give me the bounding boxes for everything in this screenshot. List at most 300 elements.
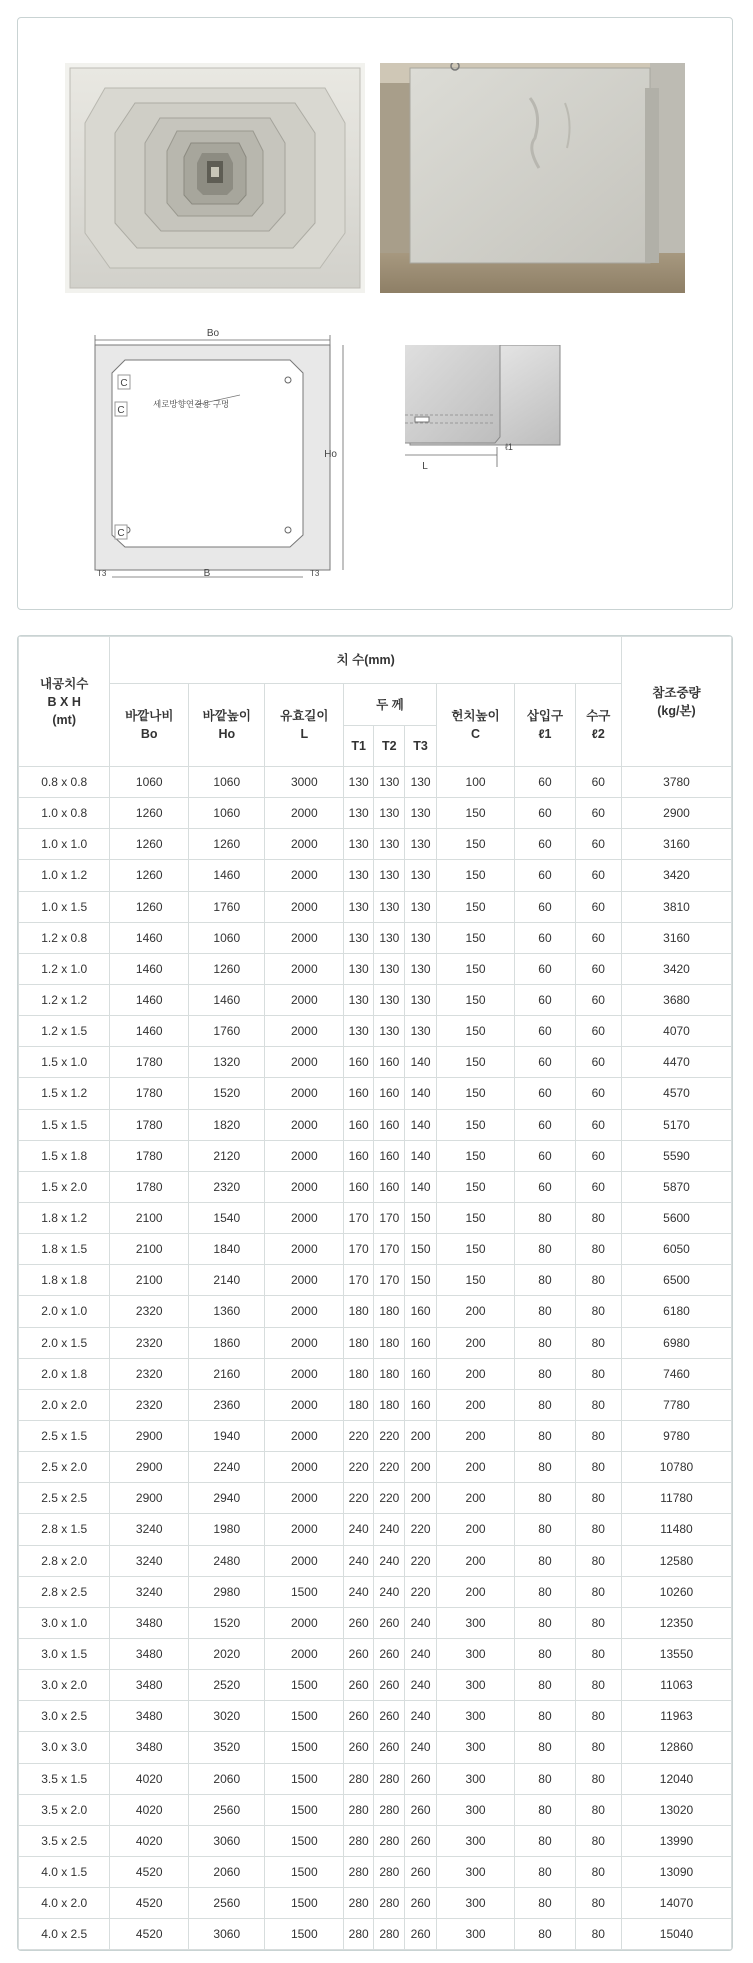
cell-outer-height: 2940 bbox=[189, 1483, 265, 1514]
cell-t3: 240 bbox=[405, 1701, 436, 1732]
table-row bbox=[19, 984, 732, 1015]
cell-inner-size: 1.5 x 1.0 bbox=[19, 1047, 110, 1078]
cell-socket: 80 bbox=[575, 1576, 621, 1607]
cell-t3: 240 bbox=[405, 1607, 436, 1638]
cell-spigot: 80 bbox=[515, 1234, 575, 1265]
cell-outer-width: 2320 bbox=[110, 1327, 189, 1358]
cell-t3: 260 bbox=[405, 1794, 436, 1825]
cell-outer-width: 2100 bbox=[110, 1265, 189, 1296]
cell-haunch-height: 300 bbox=[436, 1825, 515, 1856]
cell-socket: 80 bbox=[575, 1545, 621, 1576]
table-row bbox=[19, 1327, 732, 1358]
dim-b-label: B bbox=[203, 568, 211, 579]
cell-spigot: 80 bbox=[515, 1919, 575, 1950]
cell-weight: 10780 bbox=[621, 1452, 731, 1483]
cell-spigot: 80 bbox=[515, 1202, 575, 1233]
cell-socket: 80 bbox=[575, 1794, 621, 1825]
cell-t2: 130 bbox=[374, 922, 405, 953]
cell-t1: 280 bbox=[344, 1794, 374, 1825]
cell-t2: 160 bbox=[374, 1047, 405, 1078]
cell-outer-width: 1060 bbox=[110, 767, 189, 798]
cell-outer-height: 3020 bbox=[189, 1701, 265, 1732]
cell-t3: 200 bbox=[405, 1452, 436, 1483]
cell-inner-size: 1.8 x 1.5 bbox=[19, 1234, 110, 1265]
cell-outer-width: 2100 bbox=[110, 1202, 189, 1233]
cell-socket: 80 bbox=[575, 1670, 621, 1701]
cell-spigot: 80 bbox=[515, 1794, 575, 1825]
cell-inner-size: 1.5 x 2.0 bbox=[19, 1171, 110, 1202]
cell-spigot: 60 bbox=[515, 1109, 575, 1140]
cell-t1: 160 bbox=[344, 1047, 374, 1078]
cell-haunch-height: 200 bbox=[436, 1296, 515, 1327]
table-row bbox=[19, 1389, 732, 1420]
header-thickness: 두 께 bbox=[344, 684, 437, 726]
cell-t3: 150 bbox=[405, 1265, 436, 1296]
cell-outer-height: 2120 bbox=[189, 1140, 265, 1171]
cell-socket: 80 bbox=[575, 1607, 621, 1638]
cell-outer-height: 2520 bbox=[189, 1670, 265, 1701]
cell-inner-size: 2.0 x 2.0 bbox=[19, 1389, 110, 1420]
table-row bbox=[19, 1171, 732, 1202]
table-row bbox=[19, 1358, 732, 1389]
cell-outer-height: 1520 bbox=[189, 1607, 265, 1638]
cell-effective-length: 2000 bbox=[265, 1638, 344, 1669]
cell-spigot: 60 bbox=[515, 922, 575, 953]
cell-t2: 180 bbox=[374, 1327, 405, 1358]
cell-haunch-height: 150 bbox=[436, 984, 515, 1015]
cell-t1: 180 bbox=[344, 1327, 374, 1358]
cell-weight: 5170 bbox=[621, 1109, 731, 1140]
cell-weight: 10260 bbox=[621, 1576, 731, 1607]
cell-effective-length: 1500 bbox=[265, 1763, 344, 1794]
cell-t3: 160 bbox=[405, 1389, 436, 1420]
cell-inner-size: 1.5 x 1.2 bbox=[19, 1078, 110, 1109]
cell-weight: 14070 bbox=[621, 1888, 731, 1919]
table-row bbox=[19, 1638, 732, 1669]
cell-outer-width: 4020 bbox=[110, 1825, 189, 1856]
cell-t2: 130 bbox=[374, 860, 405, 891]
table-row bbox=[19, 1296, 732, 1327]
cell-inner-size: 1.0 x 1.0 bbox=[19, 829, 110, 860]
cell-socket: 60 bbox=[575, 860, 621, 891]
cell-t2: 130 bbox=[374, 798, 405, 829]
cell-t1: 280 bbox=[344, 1888, 374, 1919]
cell-t2: 240 bbox=[374, 1576, 405, 1607]
cell-weight: 11963 bbox=[621, 1701, 731, 1732]
cell-haunch-height: 150 bbox=[436, 1047, 515, 1078]
cell-t1: 130 bbox=[344, 798, 374, 829]
cell-socket: 60 bbox=[575, 1047, 621, 1078]
cell-t3: 240 bbox=[405, 1732, 436, 1763]
cell-t2: 220 bbox=[374, 1452, 405, 1483]
cell-inner-size: 2.5 x 2.0 bbox=[19, 1452, 110, 1483]
dim-t3-left-label: T3 bbox=[97, 569, 107, 578]
table-row bbox=[19, 767, 732, 798]
cell-t2: 280 bbox=[374, 1763, 405, 1794]
dim-c3-label: C bbox=[117, 528, 125, 539]
cell-t1: 260 bbox=[344, 1701, 374, 1732]
cell-inner-size: 1.0 x 0.8 bbox=[19, 798, 110, 829]
cell-outer-height: 1260 bbox=[189, 829, 265, 860]
cell-inner-size: 2.5 x 1.5 bbox=[19, 1420, 110, 1451]
cell-weight: 3780 bbox=[621, 767, 731, 798]
cell-spigot: 60 bbox=[515, 1171, 575, 1202]
cell-spigot: 80 bbox=[515, 1670, 575, 1701]
cell-outer-width: 4520 bbox=[110, 1888, 189, 1919]
cell-outer-width: 1260 bbox=[110, 798, 189, 829]
cell-t2: 280 bbox=[374, 1825, 405, 1856]
cell-spigot: 80 bbox=[515, 1452, 575, 1483]
cell-spigot: 80 bbox=[515, 1576, 575, 1607]
cell-t2: 280 bbox=[374, 1856, 405, 1887]
cell-inner-size: 1.8 x 1.2 bbox=[19, 1202, 110, 1233]
table-row bbox=[19, 1794, 732, 1825]
cell-spigot: 80 bbox=[515, 1296, 575, 1327]
cell-t3: 140 bbox=[405, 1171, 436, 1202]
cell-t1: 180 bbox=[344, 1296, 374, 1327]
cell-outer-height: 2020 bbox=[189, 1638, 265, 1669]
cell-effective-length: 2000 bbox=[265, 922, 344, 953]
cell-t3: 200 bbox=[405, 1420, 436, 1451]
cell-t2: 260 bbox=[374, 1670, 405, 1701]
cell-spigot: 80 bbox=[515, 1732, 575, 1763]
cell-t3: 260 bbox=[405, 1919, 436, 1950]
cell-effective-length: 2000 bbox=[265, 1296, 344, 1327]
cell-inner-size: 3.0 x 1.0 bbox=[19, 1607, 110, 1638]
cell-outer-height: 1460 bbox=[189, 984, 265, 1015]
table-row bbox=[19, 891, 732, 922]
cell-spigot: 60 bbox=[515, 984, 575, 1015]
table-row bbox=[19, 1234, 732, 1265]
cell-outer-width: 4520 bbox=[110, 1919, 189, 1950]
cell-weight: 11480 bbox=[621, 1514, 731, 1545]
cell-socket: 80 bbox=[575, 1483, 621, 1514]
cell-effective-length: 2000 bbox=[265, 953, 344, 984]
cell-effective-length: 1500 bbox=[265, 1919, 344, 1950]
cell-haunch-height: 300 bbox=[436, 1701, 515, 1732]
cell-outer-width: 1460 bbox=[110, 1016, 189, 1047]
cell-outer-width: 1780 bbox=[110, 1078, 189, 1109]
header-t1: T1 bbox=[344, 726, 374, 767]
cell-outer-width: 1260 bbox=[110, 829, 189, 860]
cell-outer-height: 2320 bbox=[189, 1171, 265, 1202]
cell-t1: 240 bbox=[344, 1514, 374, 1545]
cell-socket: 60 bbox=[575, 767, 621, 798]
cell-weight: 7780 bbox=[621, 1389, 731, 1420]
cell-socket: 80 bbox=[575, 1732, 621, 1763]
cell-weight: 3160 bbox=[621, 829, 731, 860]
cell-outer-height: 2140 bbox=[189, 1265, 265, 1296]
cell-effective-length: 1500 bbox=[265, 1888, 344, 1919]
cell-spigot: 80 bbox=[515, 1514, 575, 1545]
cell-weight: 5590 bbox=[621, 1140, 731, 1171]
cell-socket: 80 bbox=[575, 1638, 621, 1669]
cell-t1: 260 bbox=[344, 1607, 374, 1638]
cell-weight: 13020 bbox=[621, 1794, 731, 1825]
cell-outer-height: 1060 bbox=[189, 767, 265, 798]
cell-t3: 130 bbox=[405, 767, 436, 798]
cell-t1: 130 bbox=[344, 860, 374, 891]
cell-spigot: 60 bbox=[515, 1047, 575, 1078]
cell-effective-length: 2000 bbox=[265, 891, 344, 922]
table-row bbox=[19, 829, 732, 860]
cell-t2: 260 bbox=[374, 1732, 405, 1763]
header-t3: T3 bbox=[405, 726, 436, 767]
cell-haunch-height: 200 bbox=[436, 1389, 515, 1420]
cell-t1: 280 bbox=[344, 1856, 374, 1887]
cell-outer-height: 1520 bbox=[189, 1078, 265, 1109]
cell-spigot: 80 bbox=[515, 1607, 575, 1638]
cell-t2: 170 bbox=[374, 1265, 405, 1296]
cell-socket: 80 bbox=[575, 1701, 621, 1732]
cell-spigot: 80 bbox=[515, 1483, 575, 1514]
cell-haunch-height: 150 bbox=[436, 1016, 515, 1047]
cell-t2: 260 bbox=[374, 1701, 405, 1732]
cell-inner-size: 2.8 x 1.5 bbox=[19, 1514, 110, 1545]
cell-effective-length: 2000 bbox=[265, 1545, 344, 1576]
cell-t3: 160 bbox=[405, 1358, 436, 1389]
cell-spigot: 60 bbox=[515, 798, 575, 829]
cell-t2: 130 bbox=[374, 984, 405, 1015]
cell-spigot: 80 bbox=[515, 1265, 575, 1296]
culvert-side-photo bbox=[380, 63, 685, 293]
cell-effective-length: 2000 bbox=[265, 984, 344, 1015]
cell-inner-size: 3.0 x 2.5 bbox=[19, 1701, 110, 1732]
cell-weight: 11780 bbox=[621, 1483, 731, 1514]
header-outer-height: 바깥높이 Ho bbox=[189, 684, 265, 767]
cell-haunch-height: 150 bbox=[436, 1202, 515, 1233]
cell-outer-height: 1760 bbox=[189, 891, 265, 922]
cell-haunch-height: 300 bbox=[436, 1670, 515, 1701]
cell-outer-width: 1460 bbox=[110, 984, 189, 1015]
cell-socket: 80 bbox=[575, 1514, 621, 1545]
cell-outer-width: 1780 bbox=[110, 1171, 189, 1202]
cell-spigot: 60 bbox=[515, 767, 575, 798]
cell-t1: 160 bbox=[344, 1171, 374, 1202]
cell-spigot: 80 bbox=[515, 1327, 575, 1358]
cell-spigot: 80 bbox=[515, 1545, 575, 1576]
cell-socket: 80 bbox=[575, 1358, 621, 1389]
cell-outer-width: 3240 bbox=[110, 1576, 189, 1607]
cell-outer-height: 2160 bbox=[189, 1358, 265, 1389]
cell-spigot: 80 bbox=[515, 1420, 575, 1451]
table-row bbox=[19, 860, 732, 891]
cell-haunch-height: 300 bbox=[436, 1856, 515, 1887]
cell-t1: 260 bbox=[344, 1732, 374, 1763]
cell-t2: 180 bbox=[374, 1389, 405, 1420]
cell-socket: 80 bbox=[575, 1856, 621, 1887]
cell-inner-size: 0.8 x 0.8 bbox=[19, 767, 110, 798]
cell-inner-size: 2.0 x 1.8 bbox=[19, 1358, 110, 1389]
cell-socket: 80 bbox=[575, 1825, 621, 1856]
cell-weight: 3810 bbox=[621, 891, 731, 922]
table-row bbox=[19, 1856, 732, 1887]
table-row bbox=[19, 1483, 732, 1514]
cell-t3: 160 bbox=[405, 1296, 436, 1327]
table-row bbox=[19, 1763, 732, 1794]
cell-t3: 140 bbox=[405, 1047, 436, 1078]
cell-haunch-height: 200 bbox=[436, 1420, 515, 1451]
cell-outer-height: 1820 bbox=[189, 1109, 265, 1140]
cell-t1: 170 bbox=[344, 1265, 374, 1296]
cell-outer-height: 1860 bbox=[189, 1327, 265, 1358]
cell-haunch-height: 200 bbox=[436, 1545, 515, 1576]
cell-inner-size: 1.0 x 1.5 bbox=[19, 891, 110, 922]
cell-haunch-height: 200 bbox=[436, 1452, 515, 1483]
cell-t3: 140 bbox=[405, 1109, 436, 1140]
cell-effective-length: 2000 bbox=[265, 1420, 344, 1451]
cell-weight: 13990 bbox=[621, 1825, 731, 1856]
cell-haunch-height: 300 bbox=[436, 1638, 515, 1669]
cell-effective-length: 1500 bbox=[265, 1825, 344, 1856]
cell-haunch-height: 200 bbox=[436, 1358, 515, 1389]
cell-t3: 130 bbox=[405, 860, 436, 891]
cell-weight: 12350 bbox=[621, 1607, 731, 1638]
cell-effective-length: 1500 bbox=[265, 1856, 344, 1887]
cell-outer-height: 2360 bbox=[189, 1389, 265, 1420]
cell-outer-width: 2320 bbox=[110, 1358, 189, 1389]
cell-t3: 260 bbox=[405, 1825, 436, 1856]
table-row bbox=[19, 1919, 732, 1950]
cell-weight: 5600 bbox=[621, 1202, 731, 1233]
cell-socket: 60 bbox=[575, 984, 621, 1015]
table-row bbox=[19, 1607, 732, 1638]
cell-t2: 170 bbox=[374, 1202, 405, 1233]
header-socket: 수구 ℓ2 bbox=[575, 684, 621, 767]
cell-socket: 60 bbox=[575, 953, 621, 984]
cell-outer-height: 1760 bbox=[189, 1016, 265, 1047]
cell-weight: 3420 bbox=[621, 953, 731, 984]
cell-outer-height: 3060 bbox=[189, 1919, 265, 1950]
cell-outer-width: 1260 bbox=[110, 860, 189, 891]
cell-haunch-height: 150 bbox=[436, 922, 515, 953]
cell-t3: 240 bbox=[405, 1638, 436, 1669]
cell-inner-size: 3.0 x 2.0 bbox=[19, 1670, 110, 1701]
cell-outer-height: 1540 bbox=[189, 1202, 265, 1233]
cell-socket: 80 bbox=[575, 1234, 621, 1265]
cell-t2: 130 bbox=[374, 1016, 405, 1047]
cell-t3: 130 bbox=[405, 891, 436, 922]
cell-t2: 130 bbox=[374, 829, 405, 860]
cell-haunch-height: 150 bbox=[436, 1171, 515, 1202]
cell-effective-length: 2000 bbox=[265, 1016, 344, 1047]
cell-haunch-height: 150 bbox=[436, 1109, 515, 1140]
cell-spigot: 80 bbox=[515, 1638, 575, 1669]
table-row bbox=[19, 1078, 732, 1109]
cell-outer-width: 4020 bbox=[110, 1763, 189, 1794]
culvert-front-photo bbox=[65, 63, 365, 293]
cell-effective-length: 1500 bbox=[265, 1576, 344, 1607]
cell-effective-length: 3000 bbox=[265, 767, 344, 798]
cell-t3: 130 bbox=[405, 984, 436, 1015]
cell-outer-width: 1780 bbox=[110, 1047, 189, 1078]
cell-effective-length: 2000 bbox=[265, 1514, 344, 1545]
cell-socket: 80 bbox=[575, 1763, 621, 1794]
cell-t3: 220 bbox=[405, 1545, 436, 1576]
header-inner-size: 내공치수 B X H (mt) bbox=[19, 637, 110, 767]
cell-outer-width: 4520 bbox=[110, 1856, 189, 1887]
cell-weight: 4470 bbox=[621, 1047, 731, 1078]
cell-weight: 13090 bbox=[621, 1856, 731, 1887]
cell-t1: 240 bbox=[344, 1545, 374, 1576]
cell-outer-height: 2240 bbox=[189, 1452, 265, 1483]
cell-inner-size: 3.5 x 2.0 bbox=[19, 1794, 110, 1825]
cell-socket: 60 bbox=[575, 922, 621, 953]
dim-c2-label: C bbox=[117, 405, 125, 416]
cell-t1: 280 bbox=[344, 1825, 374, 1856]
cell-effective-length: 2000 bbox=[265, 1358, 344, 1389]
cell-t2: 260 bbox=[374, 1607, 405, 1638]
cell-socket: 80 bbox=[575, 1919, 621, 1950]
cell-socket: 80 bbox=[575, 1327, 621, 1358]
cell-socket: 60 bbox=[575, 1109, 621, 1140]
cell-weight: 6050 bbox=[621, 1234, 731, 1265]
cell-weight: 7460 bbox=[621, 1358, 731, 1389]
cell-haunch-height: 150 bbox=[436, 860, 515, 891]
cell-effective-length: 1500 bbox=[265, 1670, 344, 1701]
cell-inner-size: 1.2 x 1.2 bbox=[19, 984, 110, 1015]
cell-haunch-height: 300 bbox=[436, 1607, 515, 1638]
dim-bo-label: Bo bbox=[206, 328, 220, 339]
cell-socket: 80 bbox=[575, 1888, 621, 1919]
cell-t1: 160 bbox=[344, 1078, 374, 1109]
cell-weight: 4570 bbox=[621, 1078, 731, 1109]
cell-t1: 170 bbox=[344, 1234, 374, 1265]
header-weight: 참조중량 (kg/본) bbox=[621, 637, 731, 767]
cell-socket: 60 bbox=[575, 891, 621, 922]
cell-socket: 80 bbox=[575, 1296, 621, 1327]
cell-t1: 160 bbox=[344, 1109, 374, 1140]
dim-ho-label: Ho bbox=[324, 449, 337, 460]
cell-outer-width: 2900 bbox=[110, 1452, 189, 1483]
cell-t3: 260 bbox=[405, 1888, 436, 1919]
cell-effective-length: 2000 bbox=[265, 1607, 344, 1638]
cell-outer-width: 2320 bbox=[110, 1389, 189, 1420]
cross-section-diagram bbox=[85, 325, 350, 580]
cell-t2: 160 bbox=[374, 1078, 405, 1109]
cell-t3: 140 bbox=[405, 1140, 436, 1171]
cell-weight: 12860 bbox=[621, 1732, 731, 1763]
cell-t2: 160 bbox=[374, 1140, 405, 1171]
cell-inner-size: 2.8 x 2.5 bbox=[19, 1576, 110, 1607]
cell-inner-size: 1.2 x 1.0 bbox=[19, 953, 110, 984]
cell-t1: 130 bbox=[344, 1016, 374, 1047]
cell-spigot: 80 bbox=[515, 1389, 575, 1420]
cell-weight: 3420 bbox=[621, 860, 731, 891]
cell-t1: 130 bbox=[344, 984, 374, 1015]
cell-t1: 130 bbox=[344, 891, 374, 922]
cell-t2: 180 bbox=[374, 1358, 405, 1389]
cell-t3: 150 bbox=[405, 1202, 436, 1233]
cell-haunch-height: 300 bbox=[436, 1732, 515, 1763]
cell-spigot: 80 bbox=[515, 1825, 575, 1856]
cell-socket: 80 bbox=[575, 1389, 621, 1420]
spec-table-panel bbox=[17, 635, 733, 1951]
cell-t2: 280 bbox=[374, 1888, 405, 1919]
cell-haunch-height: 100 bbox=[436, 767, 515, 798]
cell-spigot: 60 bbox=[515, 860, 575, 891]
cell-t2: 130 bbox=[374, 891, 405, 922]
cell-weight: 12040 bbox=[621, 1763, 731, 1794]
cell-t3: 150 bbox=[405, 1234, 436, 1265]
cell-socket: 80 bbox=[575, 1420, 621, 1451]
cell-outer-width: 3240 bbox=[110, 1545, 189, 1576]
cell-haunch-height: 150 bbox=[436, 891, 515, 922]
connection-hole-label: 세로방향연결용 구멍 bbox=[153, 399, 230, 409]
cell-outer-width: 1460 bbox=[110, 922, 189, 953]
table-row bbox=[19, 1109, 732, 1140]
cell-effective-length: 2000 bbox=[265, 1202, 344, 1233]
